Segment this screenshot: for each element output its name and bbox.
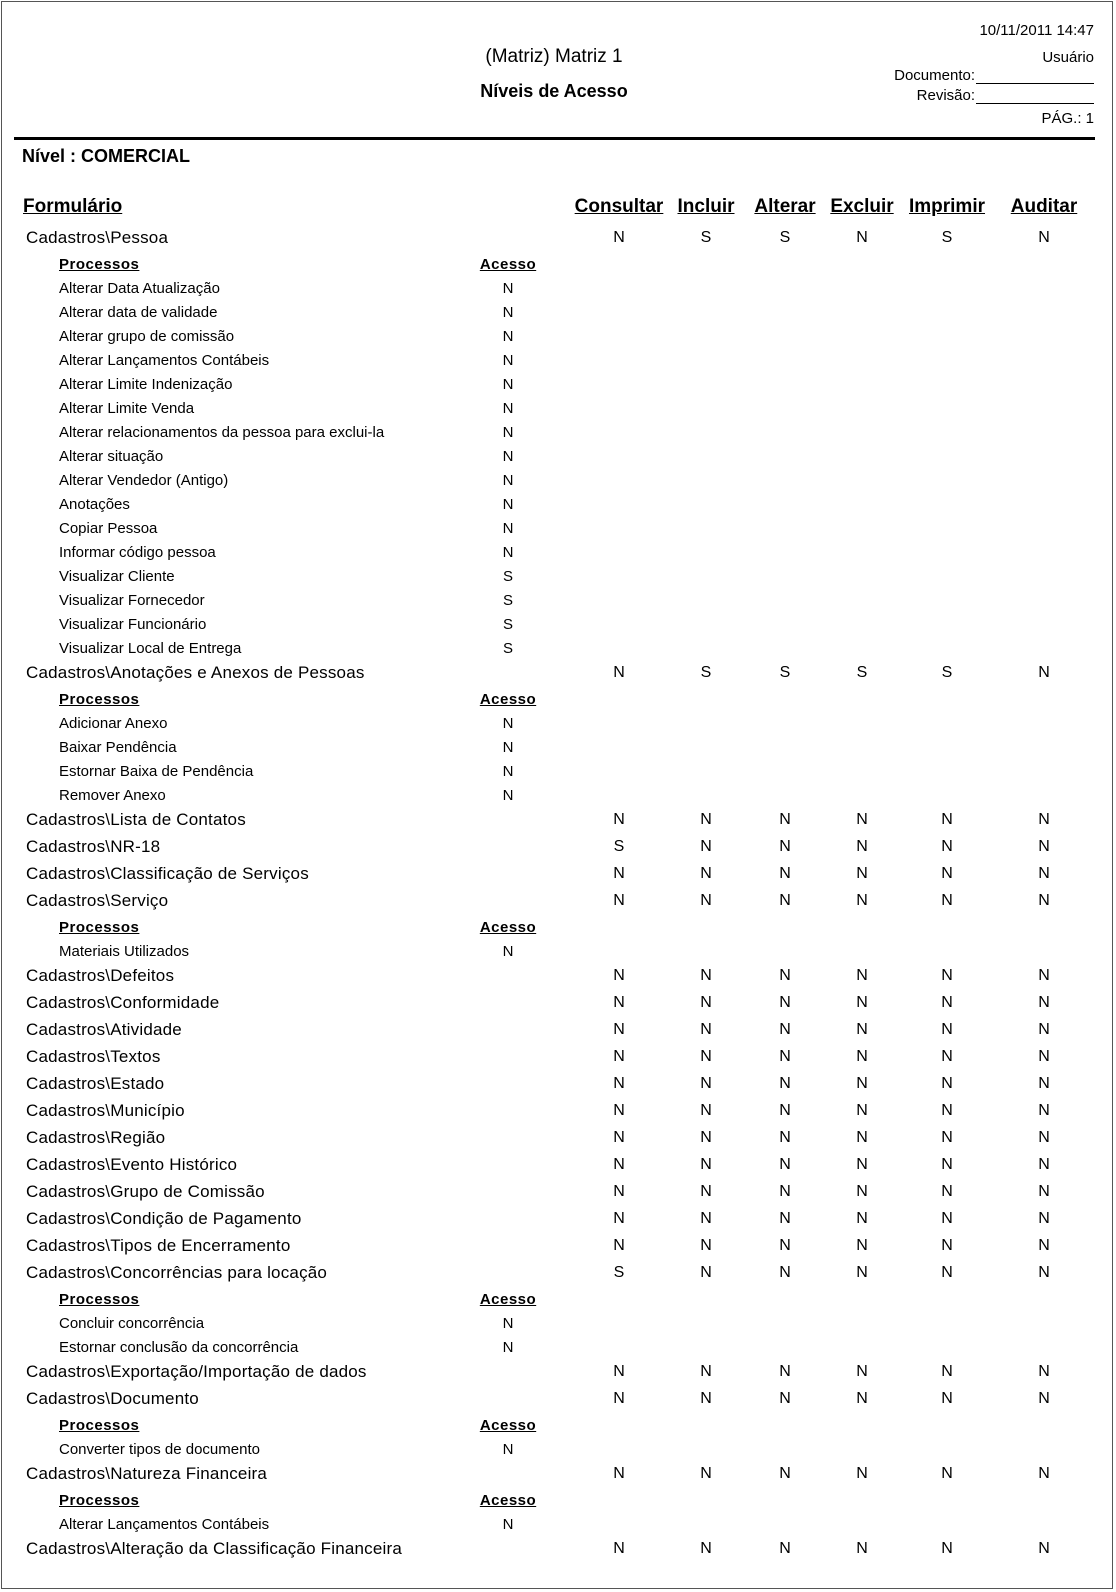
process-acesso: N xyxy=(502,544,514,561)
perm-excluir: N xyxy=(856,811,868,828)
form-name: Cadastros\Natureza Financeira xyxy=(26,1464,268,1483)
process-name: Anotações xyxy=(59,496,130,513)
form-row xyxy=(0,1389,1116,1416)
process-acesso: S xyxy=(502,640,514,657)
form-name: Cadastros\Exportação/Importação de dados xyxy=(26,1362,367,1381)
perm-auditar: N xyxy=(1038,1465,1050,1482)
process-row xyxy=(0,327,1116,351)
form-row xyxy=(0,1464,1116,1491)
perm-alterar: S xyxy=(779,229,791,246)
process-name: Visualizar Funcionário xyxy=(59,616,207,633)
form-row xyxy=(0,1047,1116,1074)
process-name: Alterar Lançamentos Contábeis xyxy=(59,352,270,369)
process-row xyxy=(0,351,1116,375)
process-row xyxy=(0,1515,1116,1539)
perm-incluir: N xyxy=(700,1264,712,1281)
perm-consultar: N xyxy=(613,1075,625,1092)
perm-auditar: N xyxy=(1038,994,1050,1011)
perm-excluir: N xyxy=(856,1183,868,1200)
nivel-label: Nível : xyxy=(22,146,82,166)
form-row xyxy=(0,1182,1116,1209)
revisao-label: Revisão: xyxy=(916,87,975,104)
perm-alterar: N xyxy=(779,1075,791,1092)
perm-consultar: N xyxy=(613,1129,625,1146)
process-acesso: N xyxy=(502,520,514,537)
process-acesso: N xyxy=(502,943,514,960)
form-name: Cadastros\Textos xyxy=(26,1047,161,1066)
form-row xyxy=(0,1236,1116,1263)
form-row xyxy=(0,1539,1116,1566)
process-row xyxy=(0,495,1116,519)
process-name: Converter tipos de documento xyxy=(59,1441,260,1458)
perm-excluir: N xyxy=(856,892,868,909)
form-name: Cadastros\Classificação de Serviços xyxy=(26,864,309,883)
perm-incluir: N xyxy=(700,811,712,828)
process-row xyxy=(0,279,1116,303)
perm-auditar: N xyxy=(1038,892,1050,909)
perm-imprimir: N xyxy=(941,1237,953,1254)
form-row xyxy=(0,1074,1116,1101)
perm-auditar: N xyxy=(1038,865,1050,882)
process-row xyxy=(0,447,1116,471)
process-acesso: N xyxy=(502,739,514,756)
perm-alterar: N xyxy=(779,1129,791,1146)
form-name: Cadastros\Anotações e Anexos de Pessoas xyxy=(26,663,365,682)
form-row xyxy=(0,810,1116,837)
perm-incluir: N xyxy=(700,1363,712,1380)
perm-consultar: N xyxy=(613,1540,625,1557)
processos-label: Processos xyxy=(59,256,140,273)
form-name: Cadastros\Pessoa xyxy=(26,228,169,247)
perm-incluir: N xyxy=(700,1183,712,1200)
perm-consultar: N xyxy=(613,1021,625,1038)
processes-header-row xyxy=(0,918,1116,942)
perm-incluir: N xyxy=(700,1048,712,1065)
process-name: Alterar Limite Venda xyxy=(59,400,195,417)
perm-consultar: S xyxy=(613,838,625,855)
process-name: Adicionar Anexo xyxy=(59,715,168,732)
process-acesso: N xyxy=(502,1516,514,1533)
process-name: Visualizar Local de Entrega xyxy=(59,640,242,657)
process-acesso: N xyxy=(502,1339,514,1356)
page-number: PÁG.: 1 xyxy=(1041,110,1094,127)
processes-header-row xyxy=(0,1416,1116,1440)
perm-consultar: N xyxy=(613,994,625,1011)
perm-consultar: N xyxy=(613,1183,625,1200)
perm-alterar: N xyxy=(779,994,791,1011)
perm-incluir: N xyxy=(700,1129,712,1146)
perm-excluir: N xyxy=(856,1390,868,1407)
process-row xyxy=(0,762,1116,786)
perm-imprimir: N xyxy=(941,1075,953,1092)
perm-excluir: N xyxy=(856,1264,868,1281)
form-row xyxy=(0,1128,1116,1155)
process-name: Alterar Vendedor (Antigo) xyxy=(59,472,229,489)
form-row xyxy=(0,891,1116,918)
perm-incluir: N xyxy=(700,838,712,855)
process-row xyxy=(0,1314,1116,1338)
perm-auditar: N xyxy=(1038,664,1050,681)
perm-incluir: N xyxy=(700,1156,712,1173)
perm-alterar: S xyxy=(779,664,791,681)
perm-consultar: N xyxy=(613,811,625,828)
process-name: Copiar Pessoa xyxy=(59,520,158,537)
process-row xyxy=(0,1338,1116,1362)
perm-consultar: N xyxy=(613,1465,625,1482)
perm-imprimir: N xyxy=(941,1363,953,1380)
process-row xyxy=(0,615,1116,639)
perm-excluir: N xyxy=(856,229,868,246)
form-name: Cadastros\Grupo de Comissão xyxy=(26,1182,265,1201)
perm-excluir: N xyxy=(856,865,868,882)
col-auditar: Auditar xyxy=(1010,196,1078,217)
processos-label: Processos xyxy=(59,691,140,708)
perm-alterar: N xyxy=(779,1021,791,1038)
perm-imprimir: N xyxy=(941,1390,953,1407)
perm-consultar: N xyxy=(613,229,625,246)
perm-consultar: N xyxy=(613,664,625,681)
perm-consultar: N xyxy=(613,865,625,882)
form-row xyxy=(0,228,1116,255)
perm-alterar: N xyxy=(779,967,791,984)
perm-imprimir: N xyxy=(941,1129,953,1146)
perm-alterar: N xyxy=(779,1102,791,1119)
perm-auditar: N xyxy=(1038,1129,1050,1146)
perm-imprimir: N xyxy=(941,811,953,828)
form-name: Cadastros\Defeitos xyxy=(26,966,175,985)
form-name: Cadastros\Serviço xyxy=(26,891,169,910)
process-row xyxy=(0,738,1116,762)
perm-imprimir: N xyxy=(941,967,953,984)
process-acesso: N xyxy=(502,787,514,804)
col-imprimir: Imprimir xyxy=(908,196,986,217)
form-row xyxy=(0,1155,1116,1182)
process-row xyxy=(0,543,1116,567)
process-acesso: N xyxy=(502,328,514,345)
process-name: Visualizar Cliente xyxy=(59,568,175,585)
process-acesso: N xyxy=(502,376,514,393)
perm-excluir: N xyxy=(856,1021,868,1038)
col-excluir: Excluir xyxy=(830,196,894,217)
process-row xyxy=(0,567,1116,591)
perm-imprimir: N xyxy=(941,1156,953,1173)
process-row xyxy=(0,423,1116,447)
perm-consultar: N xyxy=(613,892,625,909)
perm-alterar: N xyxy=(779,1237,791,1254)
perm-imprimir: S xyxy=(941,229,953,246)
processos-label: Processos xyxy=(59,1291,140,1308)
perm-incluir: N xyxy=(700,1390,712,1407)
report-title: Níveis de Acesso xyxy=(480,81,628,101)
process-acesso: S xyxy=(502,592,514,609)
perm-incluir: N xyxy=(700,1021,712,1038)
perm-auditar: N xyxy=(1038,1264,1050,1281)
processes-header-row xyxy=(0,690,1116,714)
form-name: Cadastros\Condição de Pagamento xyxy=(26,1209,302,1228)
form-row xyxy=(0,864,1116,891)
process-name: Visualizar Fornecedor xyxy=(59,592,205,609)
process-name: Alterar data de validade xyxy=(59,304,218,321)
form-name: Cadastros\NR-18 xyxy=(26,837,161,856)
perm-auditar: N xyxy=(1038,1102,1050,1119)
perm-incluir: N xyxy=(700,1237,712,1254)
form-name: Cadastros\Conformidade xyxy=(26,993,220,1012)
company-name: (Matriz) Matriz 1 xyxy=(485,46,623,67)
perm-auditar: N xyxy=(1038,838,1050,855)
perm-consultar: N xyxy=(613,1048,625,1065)
perm-alterar: N xyxy=(779,1363,791,1380)
form-row xyxy=(0,1209,1116,1236)
col-consultar: Consultar xyxy=(574,196,664,217)
perm-imprimir: N xyxy=(941,1540,953,1557)
process-acesso: N xyxy=(502,352,514,369)
perm-excluir: S xyxy=(856,664,868,681)
perm-auditar: N xyxy=(1038,1048,1050,1065)
form-name: Cadastros\Lista de Contatos xyxy=(26,810,246,829)
process-acesso: N xyxy=(502,1315,514,1332)
perm-auditar: N xyxy=(1038,1363,1050,1380)
perm-incluir: N xyxy=(700,967,712,984)
process-row xyxy=(0,519,1116,543)
perm-incluir: S xyxy=(700,229,712,246)
process-name: Alterar Data Atualização xyxy=(59,280,220,297)
perm-incluir: N xyxy=(700,1075,712,1092)
form-name: Cadastros\Município xyxy=(26,1101,185,1120)
perm-excluir: N xyxy=(856,1048,868,1065)
perm-consultar: N xyxy=(613,1156,625,1173)
form-name: Cadastros\Tipos de Encerramento xyxy=(26,1236,291,1255)
perm-excluir: N xyxy=(856,838,868,855)
processes-header-row xyxy=(0,1290,1116,1314)
perm-alterar: N xyxy=(779,1048,791,1065)
perm-alterar: N xyxy=(779,1264,791,1281)
perm-auditar: N xyxy=(1038,1237,1050,1254)
perm-auditar: N xyxy=(1038,1021,1050,1038)
perm-incluir: N xyxy=(700,865,712,882)
perm-excluir: N xyxy=(856,1075,868,1092)
perm-consultar: N xyxy=(613,1363,625,1380)
perm-auditar: N xyxy=(1038,1390,1050,1407)
processos-label: Processos xyxy=(59,1417,140,1434)
process-acesso: N xyxy=(502,280,514,297)
form-name: Cadastros\Concorrências para locação xyxy=(26,1263,328,1282)
col-incluir: Incluir xyxy=(677,196,735,217)
perm-imprimir: N xyxy=(941,865,953,882)
perm-alterar: N xyxy=(779,1465,791,1482)
form-name: Cadastros\Atividade xyxy=(26,1020,182,1039)
perm-alterar: N xyxy=(779,1390,791,1407)
perm-auditar: N xyxy=(1038,967,1050,984)
form-name: Cadastros\Evento Histórico xyxy=(26,1155,238,1174)
perm-imprimir: N xyxy=(941,1465,953,1482)
perm-imprimir: N xyxy=(941,892,953,909)
form-row xyxy=(0,966,1116,993)
perm-excluir: N xyxy=(856,1102,868,1119)
processes-header-row xyxy=(0,255,1116,279)
perm-imprimir: S xyxy=(941,664,953,681)
process-row xyxy=(0,786,1116,810)
perm-auditar: N xyxy=(1038,1156,1050,1173)
perm-auditar: N xyxy=(1038,229,1050,246)
user-label: Usuário xyxy=(1042,49,1094,66)
perm-consultar: S xyxy=(613,1264,625,1281)
process-row xyxy=(0,714,1116,738)
perm-alterar: N xyxy=(779,1156,791,1173)
perm-excluir: N xyxy=(856,1156,868,1173)
process-row xyxy=(0,471,1116,495)
perm-incluir: N xyxy=(700,892,712,909)
perm-excluir: N xyxy=(856,967,868,984)
perm-consultar: N xyxy=(613,967,625,984)
perm-incluir: N xyxy=(700,1210,712,1227)
perm-imprimir: N xyxy=(941,994,953,1011)
perm-excluir: N xyxy=(856,1210,868,1227)
acesso-label: Acesso xyxy=(479,919,537,936)
acesso-label: Acesso xyxy=(479,256,537,273)
perm-alterar: N xyxy=(779,865,791,882)
perm-alterar: N xyxy=(779,838,791,855)
process-row xyxy=(0,942,1116,966)
perm-alterar: N xyxy=(779,1183,791,1200)
form-row xyxy=(0,663,1116,690)
process-name: Estornar conclusão da concorrência xyxy=(59,1339,299,1356)
process-name: Alterar Lançamentos Contábeis xyxy=(59,1516,270,1533)
perm-excluir: N xyxy=(856,1363,868,1380)
perm-excluir: N xyxy=(856,1237,868,1254)
process-acesso: N xyxy=(502,400,514,417)
process-name: Estornar Baixa de Pendência xyxy=(59,763,254,780)
processes-header-row xyxy=(0,1491,1116,1515)
process-acesso: N xyxy=(502,763,514,780)
process-row xyxy=(0,639,1116,663)
perm-excluir: N xyxy=(856,1129,868,1146)
perm-imprimir: N xyxy=(941,1264,953,1281)
perm-auditar: N xyxy=(1038,1540,1050,1557)
process-acesso: N xyxy=(502,424,514,441)
perm-consultar: N xyxy=(613,1237,625,1254)
col-formulario: Formulário xyxy=(23,196,123,217)
perm-imprimir: N xyxy=(941,1183,953,1200)
perm-auditar: N xyxy=(1038,1183,1050,1200)
acesso-label: Acesso xyxy=(479,691,537,708)
perm-imprimir: N xyxy=(941,1048,953,1065)
form-name: Cadastros\Região xyxy=(26,1128,166,1147)
process-acesso: N xyxy=(502,715,514,732)
process-name: Materiais Utilizados xyxy=(59,943,190,960)
processos-label: Processos xyxy=(59,919,140,936)
form-row xyxy=(0,837,1116,864)
form-row xyxy=(0,1101,1116,1128)
perm-alterar: N xyxy=(779,892,791,909)
process-row xyxy=(0,303,1116,327)
process-acesso: N xyxy=(502,496,514,513)
form-row xyxy=(0,1020,1116,1047)
process-acesso: S xyxy=(502,616,514,633)
col-alterar: Alterar xyxy=(754,196,816,217)
processos-label: Processos xyxy=(59,1492,140,1509)
perm-imprimir: N xyxy=(941,1021,953,1038)
perm-imprimir: N xyxy=(941,1102,953,1119)
perm-auditar: N xyxy=(1038,1210,1050,1227)
documento-label: Documento: xyxy=(894,67,975,84)
perm-consultar: N xyxy=(613,1102,625,1119)
process-name: Baixar Pendência xyxy=(59,739,177,756)
nivel-value: COMERCIAL xyxy=(81,146,191,166)
form-row xyxy=(0,1362,1116,1389)
form-name: Cadastros\Documento xyxy=(26,1389,199,1408)
perm-incluir: N xyxy=(700,1102,712,1119)
process-acesso: N xyxy=(502,304,514,321)
perm-incluir: N xyxy=(700,994,712,1011)
form-row xyxy=(0,993,1116,1020)
process-row xyxy=(0,399,1116,423)
process-name: Informar código pessoa xyxy=(59,544,216,561)
process-row xyxy=(0,375,1116,399)
print-datetime: 10/11/2011 14:47 xyxy=(979,22,1094,39)
process-row xyxy=(0,1440,1116,1464)
perm-alterar: N xyxy=(779,1540,791,1557)
process-name: Alterar situação xyxy=(59,448,164,465)
process-acesso: N xyxy=(502,472,514,489)
perm-auditar: N xyxy=(1038,811,1050,828)
process-row xyxy=(0,591,1116,615)
acesso-label: Acesso xyxy=(479,1291,537,1308)
perm-incluir: N xyxy=(700,1540,712,1557)
process-name: Alterar Limite Indenização xyxy=(59,376,233,393)
perm-incluir: S xyxy=(700,664,712,681)
form-row xyxy=(0,1263,1116,1290)
perm-imprimir: N xyxy=(941,1210,953,1227)
acesso-label: Acesso xyxy=(479,1492,537,1509)
perm-incluir: N xyxy=(700,1465,712,1482)
perm-excluir: N xyxy=(856,1540,868,1557)
perm-excluir: N xyxy=(856,994,868,1011)
perm-alterar: N xyxy=(779,1210,791,1227)
perm-auditar: N xyxy=(1038,1075,1050,1092)
process-name: Alterar grupo de comissão xyxy=(59,328,235,345)
process-name: Alterar relacionamentos da pessoa para exclui-la xyxy=(59,424,385,441)
process-name: Concluir concorrência xyxy=(59,1315,205,1332)
form-name: Cadastros\Alteração da Classificação Financeira xyxy=(26,1539,403,1558)
perm-excluir: N xyxy=(856,1465,868,1482)
acesso-label: Acesso xyxy=(479,1417,537,1434)
process-acesso: S xyxy=(502,568,514,585)
perm-alterar: N xyxy=(779,811,791,828)
perm-consultar: N xyxy=(613,1390,625,1407)
perm-imprimir: N xyxy=(941,838,953,855)
process-acesso: N xyxy=(502,1441,514,1458)
form-name: Cadastros\Estado xyxy=(26,1074,165,1093)
perm-consultar: N xyxy=(613,1210,625,1227)
process-acesso: N xyxy=(502,448,514,465)
process-name: Remover Anexo xyxy=(59,787,166,804)
